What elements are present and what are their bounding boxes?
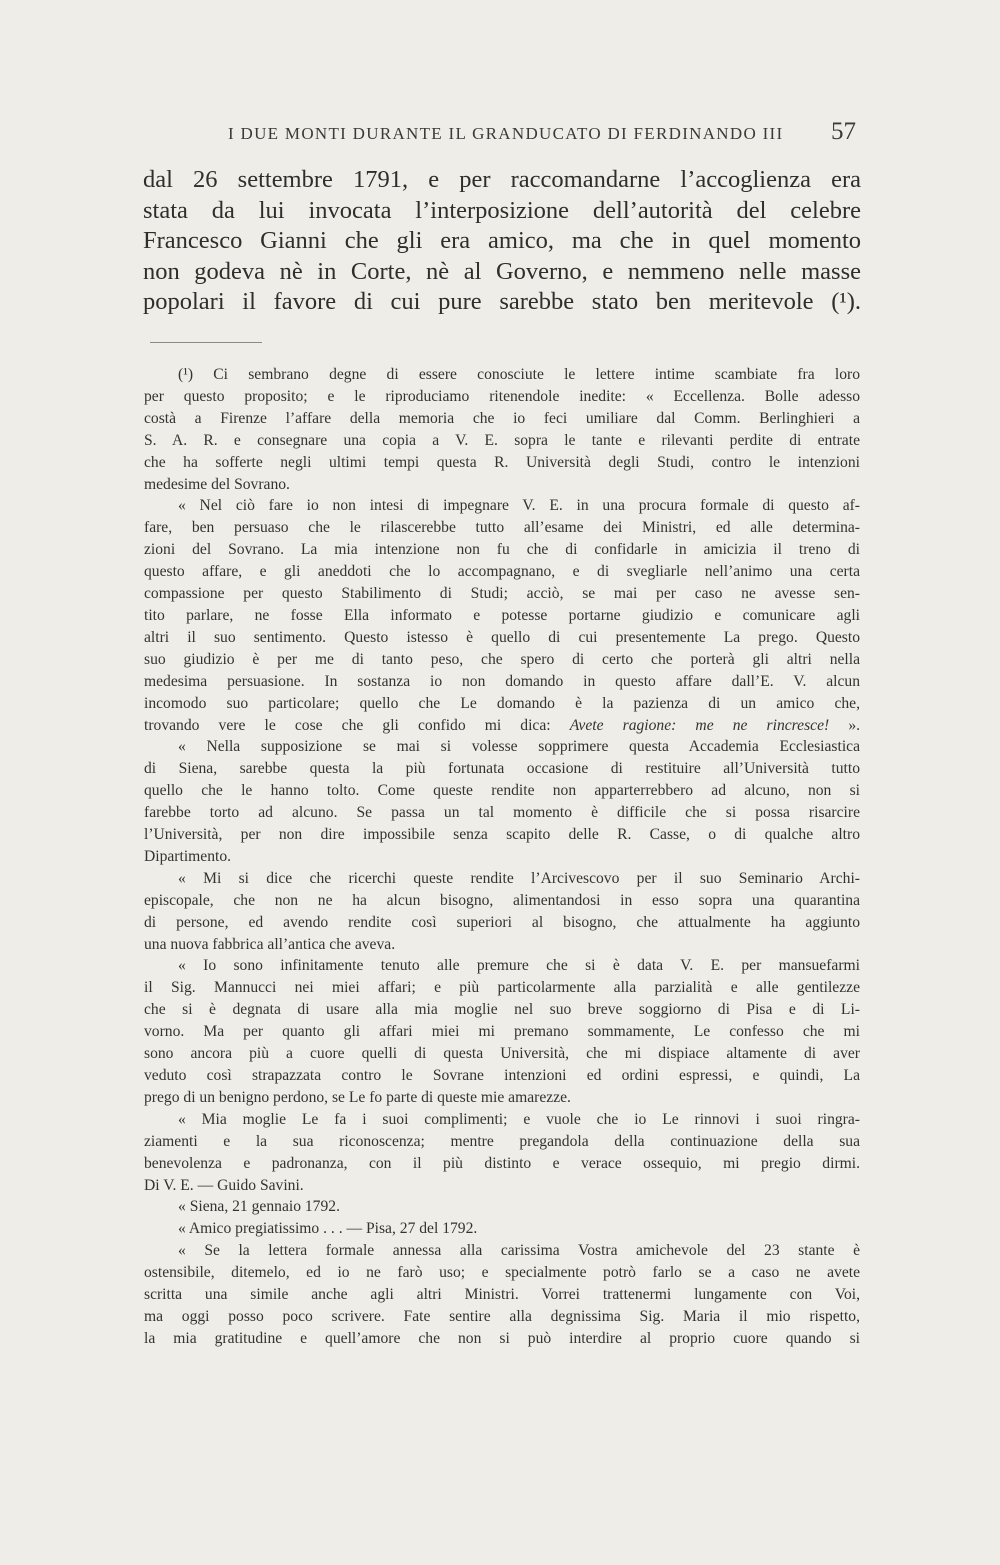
body-paragraph bbox=[143, 165, 861, 318]
footnote-line: « Amico pregiatissimo . . . — Pisa, 27 del 1792. bbox=[178, 1220, 478, 1238]
running-head bbox=[145, 118, 860, 152]
body-line: dal 26 settembre 1791, e per raccomandarne l’accoglienza era bbox=[143, 166, 861, 193]
footnote-line: prego di un benigno perdono, se Le fo parte di queste mie amarezze. bbox=[144, 1088, 571, 1106]
footnote-line: la mia gratitudine e quell’amore che non si può interdire al proprio cuore quando si bbox=[144, 1329, 860, 1347]
footnote-line: « Io sono infinitamente tenuto alle premure che si è data V. E. per mansuefarmi bbox=[178, 957, 860, 975]
footnote-line-with-quote bbox=[144, 715, 860, 737]
body-line: stata da lui invocata l’interposizione dell’autorità del celebre bbox=[143, 196, 861, 224]
footnote-line: costà a Firenze l’affare della memoria che io feci umiliare dal Comm. Berlinghieri a bbox=[144, 409, 860, 427]
body-line: non godeva nè in Corte, nè al Governo, e nemmeno nelle masse bbox=[143, 257, 861, 285]
footnote-line: che ha sofferte negli ultimi tempi questa R. Università degli Studi, contro le intenzioni bbox=[144, 453, 860, 471]
footnote-line: S. A. R. e consegnare una copia a V. E. sopra le tante e rilevanti perdite di entrate bbox=[144, 431, 860, 449]
footnote-line: per questo proposito; e le riproduciamo ritenendole inedite: « Eccellenza. Bolle adesso bbox=[144, 387, 860, 405]
footnote-line: (¹) Ci sembrano degne di essere conosciute le lettere intime scambiate fra loro bbox=[178, 366, 860, 383]
footnote-line: « Se la lettera formale annessa alla carissima Vostra amichevole del 23 stante è bbox=[178, 1242, 860, 1260]
footnote-line: « Nella supposizione se mai si volesse sopprimere questa Accademia Ecclesiastica bbox=[178, 738, 860, 756]
footnote-line: tito parlare, ne fosse Ella informato e potesse portarne giudizio e comunicare agli bbox=[144, 606, 860, 624]
footnote-line: ma oggi posso poco scrivere. Fate sentire alla degnissima Sig. Maria il mio rispetto, bbox=[144, 1307, 860, 1325]
running-title: I DUE MONTI DURANTE IL GRANDUCATO DI FERDINANDO III bbox=[228, 124, 784, 143]
footnote-line: ziamenti e la sua riconoscenza; mentre pregandola della continuazione della sua bbox=[144, 1132, 860, 1150]
footnote-line: sono ancora più a cuore quelli di questa Università, che mi dispiace altamente di aver bbox=[144, 1045, 860, 1063]
footnote-line: benevolenza e padronanza, con il più distinto e verace ossequio, mi pregio dirmi. bbox=[144, 1154, 860, 1172]
footnote-line: fare, ben persuaso che le rilascerebbe tutto all’esame dei Ministri, ed alle determina- bbox=[144, 519, 860, 537]
footnote-line: una nuova fabbrica all’antica che aveva. bbox=[144, 935, 396, 953]
footnote-line: « Siena, 21 gennaio 1792. bbox=[178, 1198, 340, 1216]
footnote-line: veduto così strapazzata contro le Sovrane intenzioni ed ordini espressi, e quindi, La bbox=[144, 1067, 860, 1084]
footnote-line: l’Università, per non dire impossibile senza scapito delle R. Casse, o di qualche altro bbox=[144, 826, 860, 844]
footnote-line: compassione per questo Stabilimento di Studi; acciò, se mai per caso ne avesse sen- bbox=[144, 585, 860, 603]
footnote-line: quello che le hanno tolto. Come queste rendite non apparterrebbero ad alcuno, non si bbox=[144, 782, 860, 800]
footnote-line: farebbe torto ad alcuno. Se passa un tal momento è difficile che si possa risarcire bbox=[144, 804, 860, 822]
footnote-line: vorno. Ma per quanto gli affari miei mi premano sommamente, Le confesso che mi bbox=[144, 1023, 860, 1041]
footnote-text: trovando vere le cose che gli confido mi dica: bbox=[144, 716, 551, 734]
footnote-line: questo affare, e gli aneddoti che lo accompagnano, e di svegliarle nell’animo una certa bbox=[144, 563, 860, 581]
closing-quote: ». bbox=[848, 716, 861, 734]
footnote-line: altri il suo sentimento. Questo istesso è quello di cui presentemente La prego. Questo bbox=[144, 628, 860, 646]
footnote-line: « Mi si dice che ricerchi queste rendite l’Arcivescovo per il suo Seminario Archi- bbox=[178, 869, 860, 887]
footnote-line: scritta una simile anche agli altri Ministri. Vorrei trattenermi lungamente con Voi, bbox=[144, 1286, 860, 1304]
footnote-line: di persone, ed avendo rendite così superiori al bisogno, che attualmente ha aggiunto bbox=[144, 913, 860, 931]
footnote-line: ostensibile, ditemelo, ed io ne farò uso; e specialmente potrò farlo se a caso ne avete bbox=[144, 1264, 860, 1282]
footnote-line: episcopale, che non ne ha alcun bisogno, alimentandosi in esso sopra una quarantina bbox=[144, 891, 860, 909]
footnote-line: suo giudizio è per me di tanto peso, che spero di certo che porterà gli altri nella bbox=[144, 650, 860, 668]
footnote-line: Di V. E. — Guido Savini. bbox=[144, 1176, 304, 1194]
footnote-line: il Sig. Mannucci nei miei affari; e più particolarmente alla parzialità e alle gentilezze bbox=[144, 979, 860, 997]
footnote-line: incomodo suo particolare; quello che Le domando è la pazienza di un amico che, bbox=[144, 694, 860, 712]
footnote bbox=[144, 364, 860, 1350]
italic-quote: Avete ragione: me ne rincresce! bbox=[569, 716, 830, 734]
body-line: popolari il favore di cui pure sarebbe stato ben meritevole (¹). bbox=[143, 288, 861, 315]
footnote-line: zioni del Sovrano. La mia intenzione non fu che di confidarle in amicizia il treno di bbox=[144, 541, 860, 559]
footnote-line: « Mia moglie Le fa i suoi complimenti; e vuole che io Le rinnovi i suoi ringra- bbox=[178, 1110, 860, 1128]
body-line: Francesco Gianni che gli era amico, ma che in quel momento bbox=[143, 227, 861, 254]
page-number: 57 bbox=[831, 118, 856, 145]
footnote-line: Dipartimento. bbox=[144, 847, 232, 865]
footnote-line: di Siena, sarebbe questa la più fortunata occasione di restituire all’Università tutto bbox=[144, 760, 860, 778]
footnote-line: « Nel ciò fare io non intesi di impegnare V. E. in una procura formale di questo af- bbox=[178, 497, 860, 515]
footnote-divider bbox=[150, 342, 262, 343]
footnote-line: medesime del Sovrano. bbox=[144, 475, 290, 493]
footnote-line: che si è degnata di usare alla mia moglie nel suo breve soggiorno di Pisa e di Li- bbox=[144, 1001, 860, 1019]
footnote-line: medesima persuasione. In sostanza io non domando in questo affare dall’E. V. alcun bbox=[144, 672, 860, 690]
